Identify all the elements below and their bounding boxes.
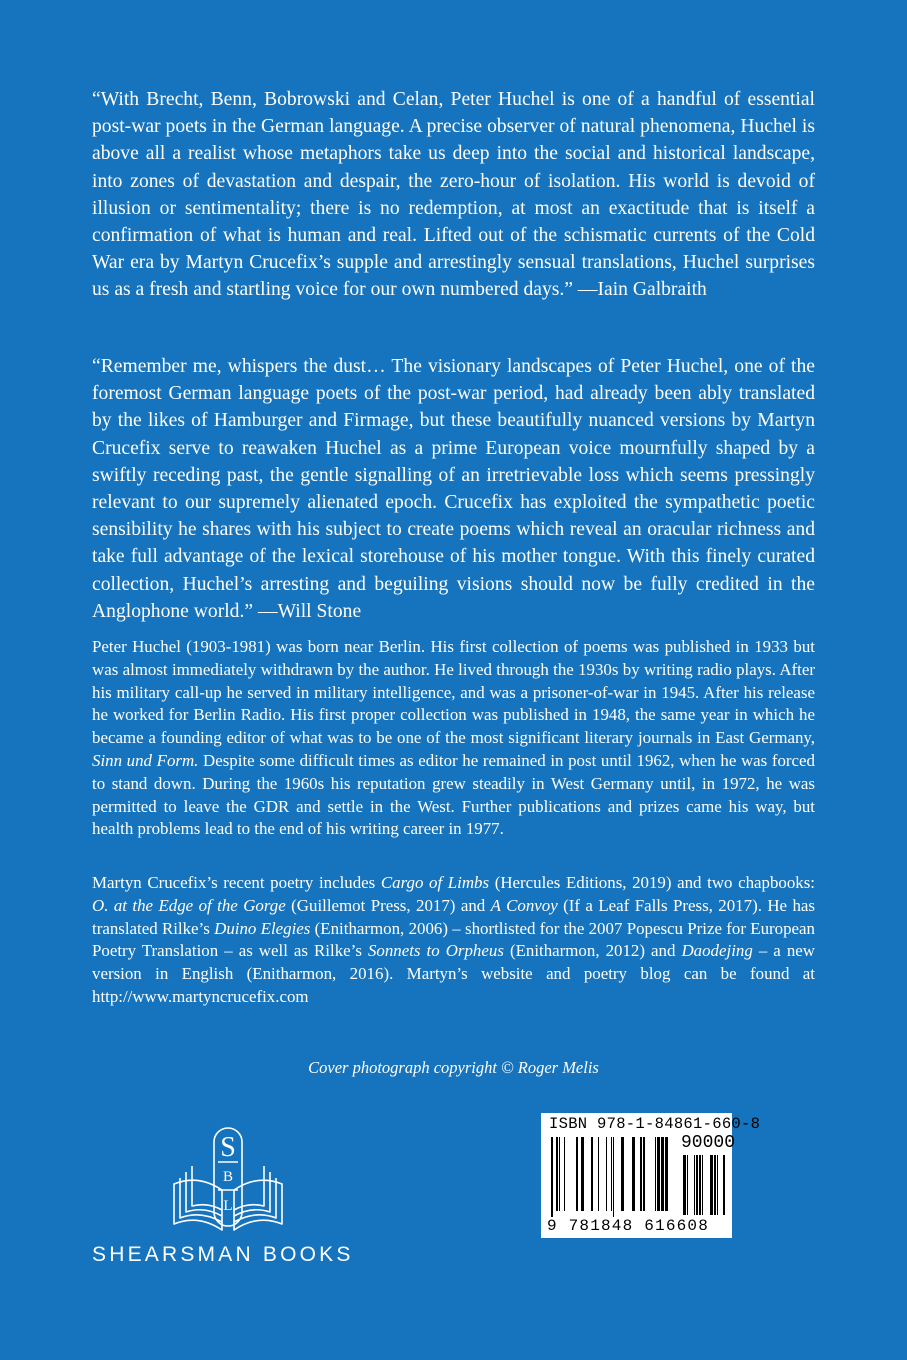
isbn-label: ISBN 978-1-84861-660-8 [549,1115,761,1133]
barcode-bar [665,1137,668,1211]
open-book-emblem-icon [168,1118,288,1240]
translator-bio-text: – a new version in English (Enitharmon, 2016). Martyn’s website and poetry blog can be found at http://www.martyncrucefix.com [92,941,815,1006]
book-title: O. at the Edge of the Gorge [92,895,286,915]
translator-bio-text: (If a Leaf Falls Press, 2017). He has translated Rilke’s [92,895,815,938]
barcode-bar [559,1137,560,1211]
barcode-price-code: 90000 [681,1133,736,1153]
author-bio-text-1: Peter Huchel (1903-1981) was born near Berlin. His first collection of poems was published in 1933 but was almost immediately withdrawn by the author. He lived through the 1930s by writing radio plays. After his military call-up he served in military intelligence, and was a prisoner-of-war in 1945. After his release he worked for Berlin Radio. His first proper collection was published in 1948, the same year in which he became a founding editor of what was to be one of the most significant literary journals in East Germany, [92,637,815,748]
barcode-bar [717,1155,718,1215]
barcode-bar [655,1137,656,1211]
translator-bio [92,872,815,1009]
barcode-bar [551,1137,553,1217]
barcode-bar [657,1137,660,1211]
barcode-bar [606,1137,607,1211]
barcode-bar [683,1155,686,1215]
barcode-bar [696,1155,698,1215]
logo-letter-b: B [222,1169,234,1185]
barcode-bar [643,1137,645,1211]
barcode-bar [632,1137,635,1211]
translator-bio-text: Martyn Crucefix’s recent poetry includes [92,873,381,892]
barcode-bar [611,1137,612,1211]
barcode-bar [564,1137,565,1211]
barcode-bar [556,1137,558,1211]
book-title: A Convoy [490,895,558,915]
journal-title: Sinn und Form. [92,750,199,770]
book-title: Daodejing [681,941,753,961]
barcode-digits: 9 781848 616608 [547,1217,710,1235]
book-title: Duino Elegies [214,918,311,938]
barcode-bar [702,1155,703,1215]
barcode-bar [640,1137,642,1211]
publisher-name: SHEARSMAN BOOKS [92,1243,354,1266]
barcode-bar [591,1137,593,1211]
translator-bio-text: (Enitharmon, 2012) and [503,941,682,961]
translator-bio-text: (Enitharmon, 2006) – shortlisted for the 2007 Popescu Prize for European Poetry Translation – as well as Rilke’s [92,918,816,961]
translator-bio-text: (Hercules Editions, 2019) and two chapbooks: [489,873,816,892]
barcode-bar [694,1155,695,1215]
cover-photo-credit: Cover photograph copyright © Roger Melis [308,1058,599,1077]
translator-bio-text: (Guillemot Press, 2017) and [285,895,491,915]
barcode-bar [699,1155,701,1215]
barcode-bar [581,1137,584,1211]
book-title: Cargo of Limbs [380,873,490,892]
logo-letter-s: S [220,1132,236,1163]
barcode-bar [723,1155,725,1215]
review-quote-stone: “Remember me, whispers the dust… The visionary landscapes of Peter Huchel, one of the foremost German language poets of the post-war period, had already been ably translated by the likes of Hamburger and Firmage, but these beautifully nuanced versions by Martyn Crucefix serve to reawaken Huchel as a prime European voice mournfully shaped by a swiftly receding past, the gentle signalling of an irretrievable loss which seems pressingly relevant to our supremely alienated epoch. Crucefix has exploited the sympathetic poetic sensibility he shares with his subject to create poems which reveal an oracular richness and take full advantage of the lexical storehouse of his mother tongue. With this finely curated collection, Huchel’s arresting and beguiling visions should now be fully credited in the Anglophone world.” —Will Stone [92,356,815,622]
barcode-bar [576,1137,578,1211]
barcode-bar [598,1137,599,1211]
barcode-bar [714,1155,716,1215]
barcode-bar [661,1137,664,1211]
book-title: Sonnets to Orpheus [367,941,504,961]
barcode-bar [613,1137,614,1217]
barcode-bar [710,1155,713,1215]
isbn-barcode [541,1113,761,1238]
author-bio-text-2: Despite some difficult times as editor he remained in post until 1962, when he was forced to stand down. During the 1960s his reputation grew steadily in West Germany until, in 1972, he was permitted to leave the GDR and settle in the West. Further publications and prizes came his way, but health problems lead to the end of his writing career in 1977. [92,750,815,839]
review-quote-galbraith: “With Brecht, Benn, Bobrowski and Celan, Peter Huchel is one of a handful of essential post-war poets in the German language. A precise observer of natural phenomena, Huchel is above all a realist whose metaphors take us deep into the social and historical landscape, into zones of devastation and despair, the zero-hour of isolation. His world is devoid of illusion or sentimentality; there is no redemption, at most an exactitude that is itself a confirmation of what is human and real. Lifted out of the schismatic currents of the Cold War era by Martyn Crucefix’s supple and arrestingly sensual translations, Huchel surprises us as a fresh and startling voice for our own numbered days.” —Iain Galbraith [92,89,815,301]
barcode-bar [621,1137,624,1211]
author-bio [92,636,815,841]
logo-letter-l: L [223,1198,233,1214]
barcode-bar [687,1155,688,1215]
